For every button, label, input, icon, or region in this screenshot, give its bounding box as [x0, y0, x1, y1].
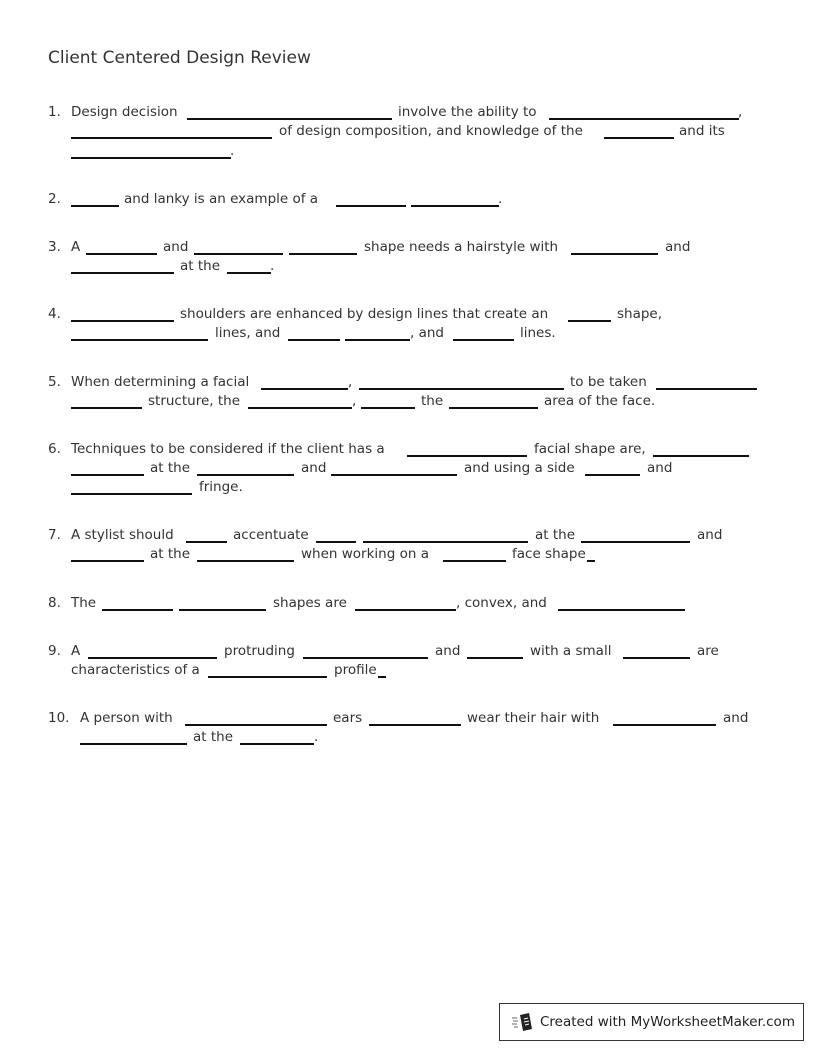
answer-blank[interactable]	[71, 320, 174, 322]
question-text: to be taken	[570, 374, 647, 390]
question-text: at the	[180, 258, 221, 274]
answer-blank[interactable]	[71, 560, 144, 562]
question-text: and	[665, 239, 691, 255]
question-text: shape needs a hairstyle with	[364, 239, 559, 255]
answer-blank[interactable]	[71, 137, 272, 139]
question-text: and	[697, 527, 723, 543]
answer-blank[interactable]	[378, 676, 386, 678]
answer-blank[interactable]	[227, 272, 271, 274]
worksheet-title: Client Centered Design Review	[48, 48, 311, 68]
question-number: 8.	[48, 595, 61, 611]
answer-blank[interactable]	[86, 253, 157, 255]
answer-blank[interactable]	[449, 407, 538, 409]
answer-blank[interactable]	[208, 676, 327, 678]
question-text: A	[71, 239, 81, 255]
question-text: and its	[679, 123, 725, 139]
answer-blank[interactable]	[71, 205, 119, 207]
question-text: ,	[352, 393, 357, 409]
answer-blank[interactable]	[185, 724, 327, 726]
answer-blank[interactable]	[288, 339, 340, 341]
question-number: 1.	[48, 104, 61, 120]
answer-blank[interactable]	[549, 118, 739, 120]
question-text: Design decision	[71, 104, 178, 120]
answer-blank[interactable]	[71, 339, 208, 341]
question-number: 9.	[48, 643, 61, 659]
question-text: and	[647, 460, 673, 476]
answer-blank[interactable]	[411, 205, 499, 207]
question-text: protruding	[224, 643, 295, 659]
question-text: accentuate	[233, 527, 309, 543]
answer-blank[interactable]	[604, 137, 674, 139]
question-number: 2.	[48, 191, 61, 207]
answer-blank[interactable]	[80, 743, 187, 745]
answer-blank[interactable]	[558, 609, 685, 611]
question-text: lines, and	[215, 325, 281, 341]
answer-blank[interactable]	[186, 541, 227, 543]
question-text: shape,	[617, 306, 663, 322]
answer-blank[interactable]	[71, 157, 231, 159]
question-number: 3.	[48, 239, 61, 255]
answer-blank[interactable]	[88, 657, 217, 659]
question-number: 7.	[48, 527, 61, 543]
question-text: , and	[410, 325, 444, 341]
question-text: ears	[333, 710, 363, 726]
question-text: lines.	[520, 325, 556, 341]
answer-blank[interactable]	[71, 407, 142, 409]
question-text: .	[230, 143, 235, 159]
question-text: at the	[150, 460, 191, 476]
worksheet-logo-icon	[512, 1012, 534, 1032]
question-text: and	[435, 643, 461, 659]
answer-blank[interactable]	[656, 388, 757, 390]
answer-blank[interactable]	[359, 388, 564, 390]
answer-blank[interactable]	[197, 474, 294, 476]
answer-blank[interactable]	[197, 560, 294, 562]
question-text: A person with	[80, 710, 173, 726]
footer-text: Created with MyWorksheetMaker.com	[540, 1014, 795, 1030]
answer-blank[interactable]	[355, 609, 456, 611]
question-text: ,	[348, 374, 353, 390]
answer-blank[interactable]	[71, 493, 192, 495]
answer-blank[interactable]	[303, 657, 428, 659]
question-text: and	[723, 710, 749, 726]
question-text: and	[301, 460, 327, 476]
answer-blank[interactable]	[369, 724, 461, 726]
question-text: .	[270, 258, 275, 274]
answer-blank[interactable]	[248, 407, 352, 409]
question-text: .	[314, 729, 319, 745]
answer-blank[interactable]	[316, 541, 356, 543]
question-text: face shape	[512, 546, 586, 562]
answer-blank[interactable]	[194, 253, 283, 255]
question-text: A stylist should	[71, 527, 174, 543]
answer-blank[interactable]	[102, 609, 173, 611]
question-text: Techniques to be considered if the client has a	[71, 441, 385, 457]
question-text: with a small	[530, 643, 612, 659]
answer-blank[interactable]	[336, 205, 406, 207]
answer-blank[interactable]	[240, 743, 314, 745]
question-text: the	[421, 393, 444, 409]
question-text: at the	[535, 527, 576, 543]
answer-blank[interactable]	[71, 272, 174, 274]
question-text: facial shape are,	[534, 441, 646, 457]
question-number: 4.	[48, 306, 61, 322]
question-text: The	[71, 595, 97, 611]
answer-blank[interactable]	[653, 455, 749, 457]
answer-blank[interactable]	[453, 339, 514, 341]
answer-blank[interactable]	[345, 339, 410, 341]
footer-badge[interactable]	[499, 1003, 804, 1041]
answer-blank[interactable]	[261, 388, 348, 390]
question-number: 6.	[48, 441, 61, 457]
question-text: When determining a facial	[71, 374, 250, 390]
answer-blank[interactable]	[467, 657, 523, 659]
question-text: characteristics of a	[71, 662, 200, 678]
answer-blank[interactable]	[587, 560, 595, 562]
answer-blank[interactable]	[361, 407, 415, 409]
answer-blank[interactable]	[407, 455, 527, 457]
question-text: of design composition, and knowledge of the	[279, 123, 583, 139]
answer-blank[interactable]	[581, 541, 690, 543]
answer-blank[interactable]	[443, 560, 506, 562]
question-text: and using a side	[464, 460, 575, 476]
question-text: profile	[334, 662, 377, 678]
question-text: area of the face.	[544, 393, 656, 409]
question-text: and lanky is an example of a	[124, 191, 319, 207]
question-number: 5.	[48, 374, 61, 390]
question-text: fringe.	[199, 479, 243, 495]
question-text: shapes are	[273, 595, 347, 611]
answer-blank[interactable]	[363, 541, 528, 543]
question-text: , convex, and	[456, 595, 547, 611]
question-text: are	[697, 643, 719, 659]
question-text: involve the ability to	[398, 104, 537, 120]
answer-blank[interactable]	[71, 474, 144, 476]
answer-blank[interactable]	[289, 253, 357, 255]
answer-blank[interactable]	[331, 474, 457, 476]
question-text: .	[498, 191, 503, 207]
question-text: A	[71, 643, 81, 659]
answer-blank[interactable]	[568, 320, 611, 322]
question-text: at the	[193, 729, 234, 745]
question-text: ,	[738, 104, 743, 120]
answer-blank[interactable]	[623, 657, 690, 659]
question-text: and	[163, 239, 189, 255]
answer-blank[interactable]	[585, 474, 640, 476]
answer-blank[interactable]	[179, 609, 266, 611]
question-text: wear their hair with	[467, 710, 600, 726]
answer-blank[interactable]	[571, 253, 658, 255]
question-text: structure, the	[148, 393, 241, 409]
question-number: 10.	[48, 710, 70, 726]
answer-blank[interactable]	[613, 724, 716, 726]
answer-blank[interactable]	[187, 118, 392, 120]
question-text: when working on a	[301, 546, 429, 562]
question-text: at the	[150, 546, 191, 562]
question-text: shoulders are enhanced by design lines that create an	[180, 306, 549, 322]
